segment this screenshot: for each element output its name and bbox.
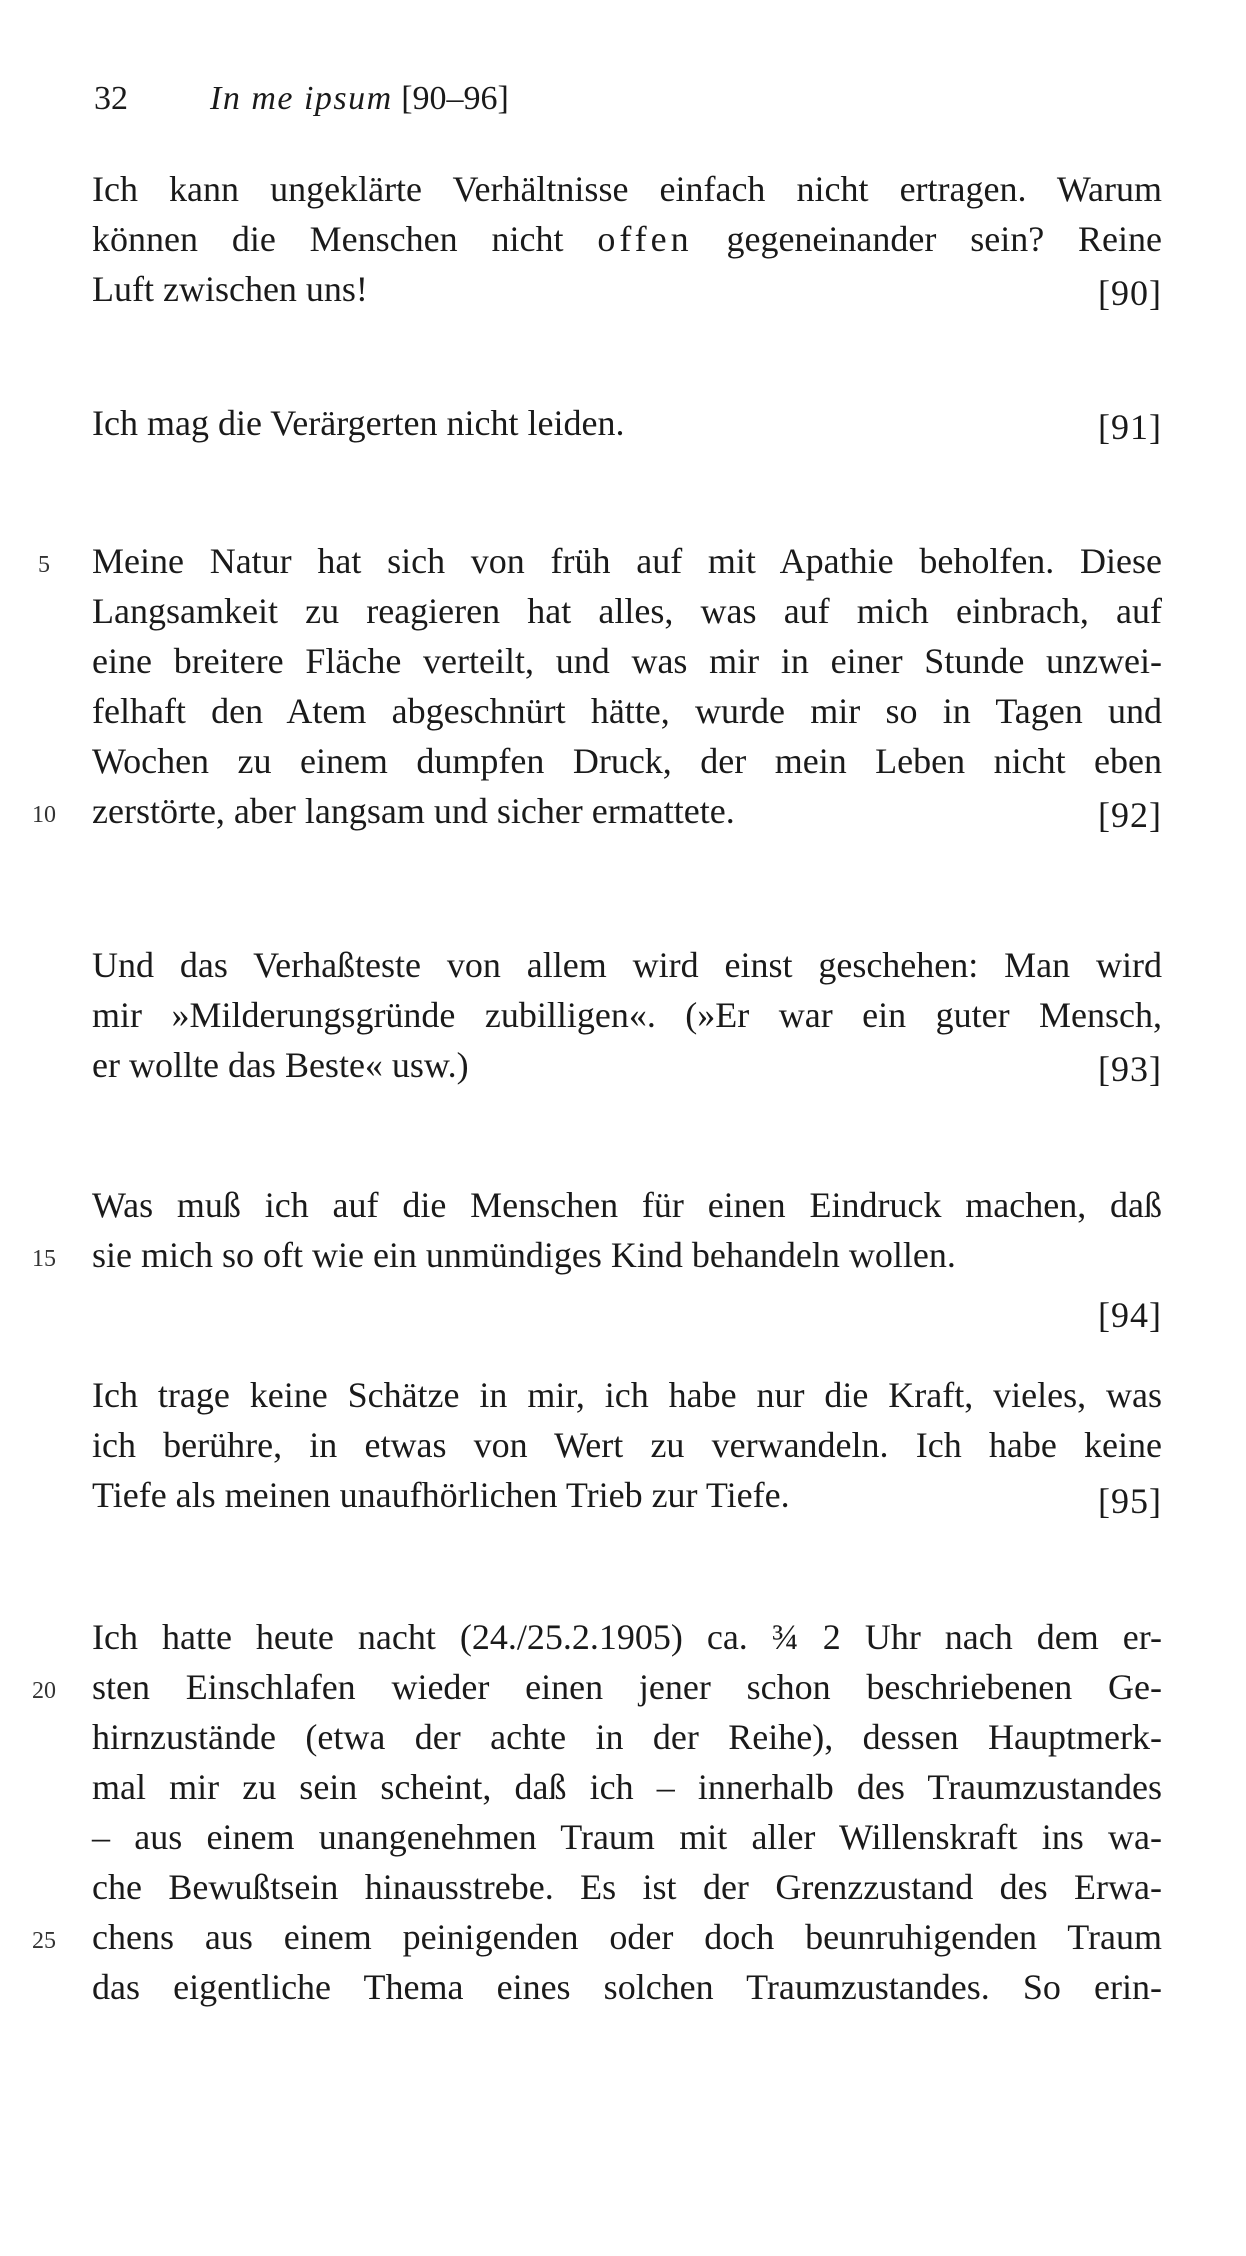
entry-number: [95] <box>1098 1481 1162 1521</box>
text-segment: können die Menschen nicht <box>92 219 598 259</box>
text-line: felhaft den Atem abgeschnürt hätte, wurde mir so in Tagen und <box>92 691 1162 731</box>
line-number: 20 <box>32 1678 56 1704</box>
text-line <box>92 214 1162 264</box>
text-line: sie mich so oft wie ein unmündiges Kind behandeln wollen. <box>92 1235 956 1275</box>
text-line: das eigentliche Thema eines solchen Traumzustandes. So erin- <box>92 1967 1162 2007</box>
line-number: 5 <box>38 552 50 578</box>
emphasized-word: offen <box>597 219 693 259</box>
text-segment: gegeneinander sein? Reine <box>692 219 1162 259</box>
text-line: mal mir zu sein scheint, daß ich – innerhalb des Traumzustandes <box>92 1767 1162 1807</box>
text-line: Langsamkeit zu reagieren hat alles, was auf mich einbrach, auf <box>92 591 1162 631</box>
text-line: eine breitere Fläche verteilt, und was mir in einer Stunde unzwei- <box>92 641 1162 681</box>
entry-number: [94] <box>1098 1295 1162 1335</box>
text-line: ich berühre, in etwas von Wert zu verwandeln. Ich habe keine <box>92 1425 1162 1465</box>
text-line: Ich hatte heute nacht (24./25.2.1905) ca. ¾ 2 Uhr nach dem er- <box>92 1617 1162 1657</box>
running-head <box>0 80 1246 130</box>
line-number: 10 <box>32 802 56 828</box>
entry-number: [93] <box>1098 1049 1162 1089</box>
entry-range: [90–96] <box>401 80 509 117</box>
text-line: – aus einem unangenehmen Traum mit aller Willenskraft ins wa- <box>92 1817 1162 1857</box>
entry-number: [91] <box>1098 407 1162 447</box>
text-line: Wochen zu einem dumpfen Druck, der mein Leben nicht eben <box>92 741 1162 781</box>
line-number: 25 <box>32 1928 56 1954</box>
text-line: chens aus einem peinigenden oder doch beunruhigenden Traum <box>92 1917 1162 1957</box>
text-line: Ich kann ungeklärte Verhältnisse einfach nicht ertragen. Warum <box>92 169 1162 209</box>
work-title: In me ipsum <box>210 80 393 117</box>
text-line: Ich mag die Verärgerten nicht leiden. <box>92 403 625 443</box>
text-line: che Bewußtsein hinausstrebe. Es ist der Grenzzustand des Erwa- <box>92 1867 1162 1907</box>
text-line: Was muß ich auf die Menschen für einen Eindruck machen, daß <box>92 1185 1162 1225</box>
text-line: Meine Natur hat sich von früh auf mit Apathie beholfen. Diese <box>92 541 1162 581</box>
text-line: Und das Verhaßteste von allem wird einst geschehen: Man wird <box>92 945 1162 985</box>
text-line: mir »Milderungsgründe zubilligen«. (»Er war ein guter Mensch, <box>92 995 1162 1035</box>
text-line: Luft zwischen uns! <box>92 269 368 309</box>
entry-number: [90] <box>1098 273 1162 313</box>
entry-number: [92] <box>1098 795 1162 835</box>
text-line: er wollte das Beste« usw.) <box>92 1045 469 1085</box>
text-line: zerstörte, aber langsam und sicher ermattete. <box>92 791 735 831</box>
text-line: Ich trage keine Schätze in mir, ich habe nur die Kraft, vieles, was <box>92 1375 1162 1415</box>
text-line: Tiefe als meinen unaufhörlichen Trieb zur Tiefe. <box>92 1475 790 1515</box>
running-title <box>210 80 509 118</box>
text-line: sten Einschlafen wieder einen jener schon beschriebenen Ge- <box>92 1667 1162 1707</box>
page-number: 32 <box>94 80 128 117</box>
text-line: hirnzustände (etwa der achte in der Reihe), dessen Hauptmerk- <box>92 1717 1162 1757</box>
line-number: 15 <box>32 1246 56 1272</box>
